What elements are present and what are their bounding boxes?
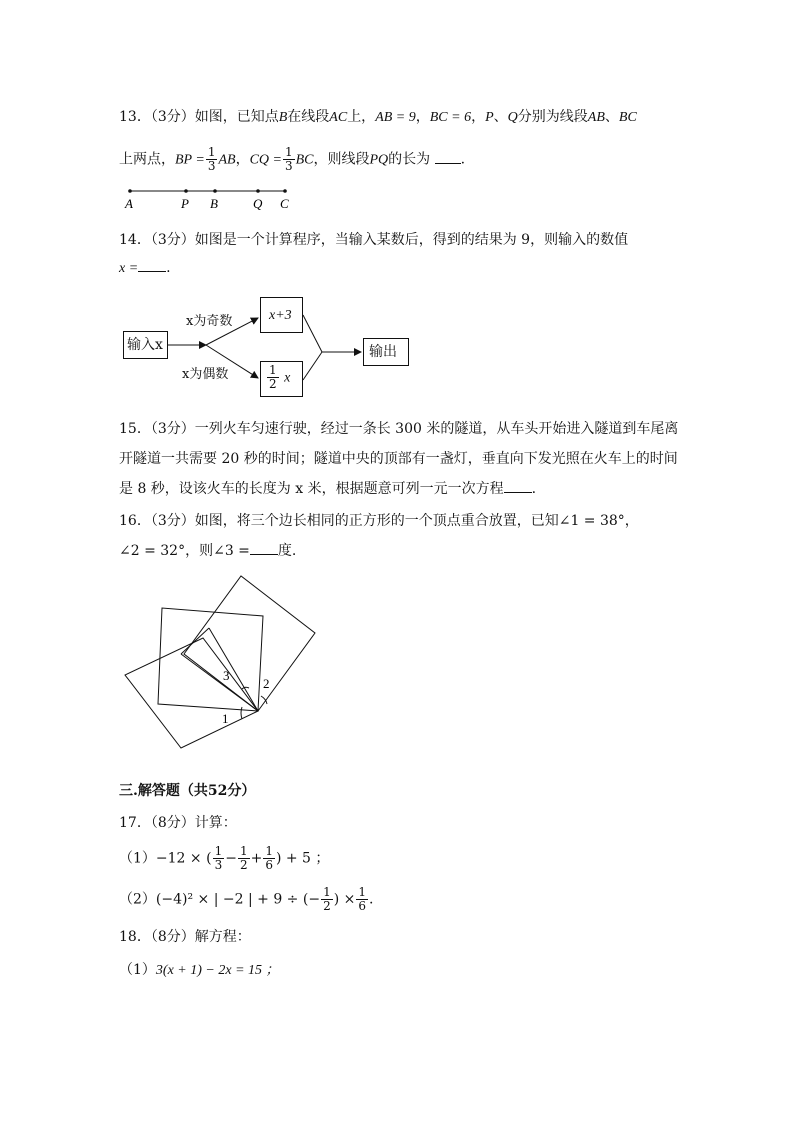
expr: ) + 5 ； [275, 850, 330, 867]
bc-equation: BC = 6 [429, 110, 472, 125]
denominator: 3 [207, 159, 216, 173]
part-label: （1） [119, 962, 156, 978]
q13-text: 13．（3分）如图，已知点 [119, 109, 279, 125]
denominator: 2 [239, 858, 248, 872]
label-p: P [181, 196, 189, 211]
merge-line-top [303, 315, 322, 352]
bp-lhs: BP = [175, 152, 205, 168]
segment-ac: AC [329, 110, 348, 125]
q13-text: . [460, 151, 466, 168]
denominator: 6 [265, 858, 273, 872]
denominator: 2 [269, 377, 277, 391]
odd-label: x为奇数 [186, 314, 233, 329]
q15-line1: 15．（3分）一列火车匀速行驶，经过一条长 300 米的隧道，从车头开始进入隧道到车尾离 [119, 421, 679, 437]
odd-branch-arrow [206, 318, 258, 345]
label-b: B [210, 196, 218, 211]
expr: ) × [333, 891, 356, 908]
q17-part2 [119, 886, 373, 913]
part-label: （2） [119, 891, 156, 908]
even-label: x为偶数 [182, 367, 229, 382]
cq-lhs: CQ = [249, 152, 282, 168]
equation: 3(x + 1) − 2x = 15 ； [155, 963, 280, 978]
label-a: A [125, 196, 133, 211]
q13-text: ， [235, 151, 250, 168]
x-variable: x [284, 370, 291, 386]
segment-ab: AB [587, 110, 605, 125]
expr: (−4)² × | −2 | + 9 ÷ (− [155, 891, 321, 908]
denominator: 6 [358, 899, 366, 913]
input-box: 输入x [123, 331, 168, 359]
angle-2-label: 2 [263, 676, 270, 691]
point-q: Q [507, 110, 518, 125]
fraction [213, 845, 225, 872]
q13-text: ，则线段 [313, 151, 370, 168]
numerator: 1 [358, 885, 366, 899]
q17-title: 17．（8分）计算： [119, 815, 237, 831]
denominator: 3 [284, 159, 293, 173]
q16-text: ∠2 = 32°，则∠3 = [119, 543, 250, 559]
squares-diagram [118, 570, 328, 765]
q13-text: 在线段 [287, 109, 330, 125]
q13-text: ， [415, 109, 430, 125]
ab-equation: AB = 9 [375, 110, 416, 125]
numerator: 1 [207, 145, 216, 159]
square-right [184, 576, 315, 711]
q13-text: 上， [347, 109, 376, 125]
x-plus-3: x+3 [269, 308, 292, 323]
q15-line2: 开隧道一共需要 20 秒的时间；隧道中央的顶部有一盏灯，垂直向下发光照在火车上的时间 [119, 451, 678, 467]
label-q: Q [253, 196, 263, 211]
q16-line2 [119, 540, 296, 560]
q13-text: ， [471, 109, 486, 125]
segment-bc: BC [618, 110, 637, 125]
point-p: P [485, 110, 494, 125]
angle-3-arc [242, 687, 249, 689]
q16-text: 度. [277, 543, 297, 559]
fraction [238, 845, 250, 872]
q13-text: 、 [604, 109, 619, 125]
numerator: 1 [265, 844, 273, 858]
part-label: （1） [119, 850, 156, 867]
segment-pq: PQ [369, 152, 389, 168]
angle-1-arc [241, 707, 242, 719]
cq-rhs: BC [295, 152, 314, 168]
output-box: 输出 [363, 338, 409, 366]
numerator: 1 [214, 844, 223, 858]
q18-title: 18．（8分）解方程： [119, 929, 251, 945]
point-b: B [278, 110, 288, 125]
q15-line3 [119, 478, 536, 498]
q14-line1: 14．（3分）如图是一个计算程序，当输入某数后，得到的结果为 9，则输入的数值 [119, 232, 629, 248]
angle-1-label: 1 [222, 711, 229, 726]
merge-line-bottom [303, 352, 322, 380]
operator: − [225, 850, 237, 867]
q13-text: 的长为 [388, 151, 431, 168]
fraction [356, 886, 368, 913]
flowchart-arrows [0, 0, 794, 420]
denominator: 2 [323, 899, 331, 913]
q16-line1: 16．（3分）如图，将三个边长相同的正方形的一个顶点重合放置，已知∠1 = 38°， [119, 513, 639, 529]
square-left [125, 638, 258, 748]
inner-triangle-edge-c [181, 654, 258, 711]
numerator: 1 [284, 145, 293, 159]
angle-3-label: 3 [223, 668, 230, 683]
answer-blank [504, 480, 532, 493]
numerator: 1 [239, 844, 248, 858]
section-3-heading: 三.解答题（共52分） [119, 783, 256, 799]
q13-text: 分别为线段 [517, 109, 588, 125]
q18-part1 [119, 959, 280, 979]
q15-text: . [531, 481, 537, 497]
inner-triangle-edge-a [209, 628, 258, 711]
fraction [263, 845, 275, 872]
q13-text: 上两点， [119, 151, 175, 168]
q13-text: 、 [493, 109, 508, 125]
denominator: 3 [214, 858, 223, 872]
numerator: 1 [323, 885, 331, 899]
even-branch-arrow [206, 345, 258, 378]
answer-blank [250, 542, 278, 555]
q14-text: . [166, 260, 171, 276]
q17-part1 [119, 845, 329, 872]
square-middle [158, 608, 263, 711]
numerator: 1 [269, 363, 277, 377]
expr: . [369, 891, 374, 908]
operator: + [250, 850, 263, 867]
label-c: C [280, 196, 289, 211]
fraction [321, 886, 333, 913]
x-variable: x = [119, 261, 139, 276]
bp-rhs: AB [218, 152, 236, 168]
q15-text: 是 8 秒，设该火车的长度为 x 米，根据题意可列一元一次方程 [119, 481, 504, 497]
expr: −12 × ( [155, 850, 212, 867]
